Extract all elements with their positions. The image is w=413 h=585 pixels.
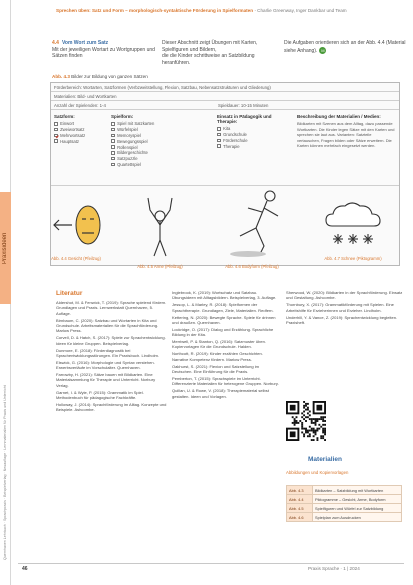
pictogram-label-snow: Abb. 4.7 Schnee (Piktogramm)	[324, 256, 382, 261]
form-row-focus: Förderbereich: Wortarten, Satzformen (Verbzweitstellung, Flexion, Satzbau, Nebensatzstrukturen und Gliederung)	[51, 83, 399, 92]
literature-entry: Farrowby, H. (2021): Sätze bauen mit Bildkarten. Eine Materialsammlung für Therapie und Unterricht. Norbury Verlag.	[56, 372, 156, 388]
checkbox-label: Grundschule	[223, 132, 247, 138]
literature-entry: Inglebrook, K. (2019): Wortschatz und Satzbau. Übungsideen mit Alltagsbildern. Beispielverlag, 3. Auflage.	[172, 290, 277, 301]
form-divider	[51, 185, 399, 186]
literature-entry: Jessop, L. & Marley, R. (2018): Spielformen der Sprachtherapie. Grundlagen, Ziele, Materialien. Redfern.	[172, 302, 274, 313]
literature-heading: Literatur	[56, 290, 83, 297]
literature-entry: Thornbury, X. (2017): Grammatikförderung mit Spielen. Eine Arbeitshilfe für Erzieherinnen und Erzieher. Lindholm.	[286, 302, 394, 313]
figure-caption-label: Abb. 4.3	[52, 74, 70, 79]
figure-caption	[52, 74, 148, 79]
materials-heading: Materialien	[308, 456, 342, 463]
checkbox-label: Förderschule	[223, 137, 248, 143]
pictogram-label-face: Abb. 4.4 Gesicht (Pfeilzug)	[51, 256, 101, 261]
literature-entry: Kettering, N. (2020): Bewegte Sprache. Spiele für drinnen und draußen. Quernhaven.	[172, 314, 276, 325]
checkbox-label: Bildergeschichte	[117, 150, 148, 156]
form-row-materials: Materialien: Bild- und Wortkarten	[51, 92, 399, 101]
materials-row	[287, 486, 402, 495]
section-title: Vom Wort zum Satz	[61, 40, 109, 46]
form-players: Anzahl der Spielenden: 1-4	[54, 102, 106, 108]
running-head-authors: Charlie Greenway, Inger Dankbar und Team	[257, 8, 347, 13]
materials-row-value: Bildkarten – Satzbildung mit Wortkarten	[313, 486, 402, 495]
literature-entry: Birnbaum, C. (2020): Satzbau und Wortarten in Kita und Grundschule. Arbeitsmaterialien für die Sprachförderung. Marlow Press.	[56, 317, 159, 334]
checkbox-empty-icon[interactable]	[111, 145, 115, 149]
arms-pictogram-icon	[140, 192, 180, 260]
running-head: Sprechen üben: Satz und Form – morphologisch-syntaktische Förderung in Spielformaten · Charlie Greenway, Inger Dankbar und Team	[56, 8, 347, 13]
col-spielform-head: Spielform:	[111, 114, 134, 119]
qr-code-icon[interactable]	[286, 401, 326, 441]
materials-subtitle: Abbildungen und Kopiervorlagen	[286, 470, 349, 475]
checkbox-empty-icon[interactable]	[111, 122, 115, 126]
checkbox-checked-icon[interactable]	[54, 134, 58, 138]
checkbox-label: Satzpuzzle	[117, 156, 138, 162]
form-col-satzform	[54, 114, 106, 144]
section-number: 4.4	[52, 40, 59, 46]
checkbox-label: Kita	[223, 126, 231, 132]
literature-entry: Garnet, I. & Wyle, P. (2015): Grammatik im Spiel. Methodenbuch für pädagogische Fachkräfte.	[56, 389, 144, 401]
col-einsatz-list	[217, 126, 289, 149]
section-tab[interactable]	[0, 192, 11, 304]
checkbox-label: Zweiwortsatz	[60, 127, 85, 133]
checkbox-empty-icon[interactable]	[111, 157, 115, 161]
checkbox-empty-icon[interactable]	[217, 127, 221, 131]
intro-right	[284, 40, 406, 54]
literature-entry: Northcott, R. (2019): Kinder erzählen Geschichten. Narrative Kompetenz fördern. Marlow Press.	[172, 351, 263, 362]
col-beschreibung-head: Beschreibung der Materialien / Medien:	[297, 114, 381, 119]
checkbox-label: Therapie	[223, 143, 240, 149]
checkbox-label: Würfelspiel	[117, 127, 138, 133]
checkbox-empty-icon[interactable]	[217, 139, 221, 143]
literature-entry: Corvell, D. & Hatch, S. (2017): Spiele zur Sprachentwicklung. Ideen für kleine Gruppen. Beispielverlag.	[56, 335, 166, 346]
literature-column-3	[286, 290, 404, 398]
material-badge-icon[interactable]: M	[321, 47, 325, 53]
literature-entry: Underhill, Y. & Vance, Z. (2019): Sprachentwicklung begleiten. Praxisheft.	[286, 314, 398, 325]
section-tab-label: Praxisideen	[2, 232, 8, 264]
checkbox-empty-icon[interactable]	[111, 134, 115, 138]
literature-entry: Oakhurst, S. (2021): Flexion und Satzstellung im Deutschen. Eine Einführung für die Praxis.	[172, 363, 260, 375]
literature-column-2	[172, 290, 280, 562]
checkbox-label: Einwort	[60, 121, 75, 127]
intro-middle-line2: die die Kinder schrittweise an Satzbildung heranführen.	[162, 53, 255, 66]
materials-table	[286, 485, 402, 522]
intro-left-text: Mit der jeweiligen Wortart zu Wortgruppen und Sätzen finden	[52, 46, 155, 60]
materials-row	[287, 495, 402, 504]
col-satzform-head: Satzform:	[54, 114, 75, 119]
checkbox-empty-icon[interactable]	[111, 163, 115, 167]
form-col-spielform	[111, 114, 175, 167]
form-col-beschreibung	[297, 114, 397, 149]
footer-rule	[18, 563, 404, 564]
materials-row-key: Abb. 4.4	[287, 495, 313, 504]
materials-row-key: Abb. 4.3	[287, 486, 313, 495]
col-spielform-list	[111, 121, 175, 167]
checkbox-empty-icon[interactable]	[111, 139, 115, 143]
col-einsatz-head: Einsatz in Pädagogik und Therapie:	[217, 114, 272, 124]
intro-right-line2: siehe Anhang).	[284, 47, 318, 54]
checkbox-empty-icon[interactable]	[111, 128, 115, 132]
col-satzform-list	[54, 121, 106, 144]
figure-caption-text: Bilder zur Bildung von ganzen Sätzen	[71, 74, 148, 79]
literature-entry: Lockridge, O. (2017): Dialog und Erzählung. Sprachliche Bildung in der Kita.	[172, 326, 274, 338]
checkbox-label: Hauptsatz	[60, 138, 79, 144]
checkbox-option[interactable]	[54, 138, 106, 144]
form-row-players	[51, 101, 399, 110]
checkbox-label: Quartettspiel	[117, 161, 141, 167]
checkbox-empty-icon[interactable]	[54, 128, 58, 132]
publication-info: Praxis Sprache · 1 | 2024	[308, 566, 360, 571]
literature-column-1	[56, 300, 168, 562]
running-head-series: Sprechen üben: Satz und Form – morphologisch-syntaktische Förderung in Spielformaten	[56, 8, 254, 13]
face-pictogram-icon	[52, 195, 112, 255]
literature-entry: Holloway, J. (2014): Sprachförderung im Alltag. Konzepte und Beispiele. Ashcombe.	[56, 402, 167, 413]
checkbox-label: Bewegungsspiel	[117, 138, 148, 144]
checkbox-empty-icon[interactable]	[54, 139, 58, 143]
checkbox-empty-icon[interactable]	[54, 122, 58, 126]
checkbox-option[interactable]	[217, 143, 289, 149]
checkbox-label: Spiel mit Satzkarten	[117, 121, 155, 127]
materials-row-key: Abb. 4.6	[287, 513, 313, 522]
intro-right-line1: Die Aufgaben orientieren sich an der Abb. 4.4 (Material	[284, 40, 406, 46]
literature-entry: Aldershot, M. & Fenwick, T. (2019): Sprache spielend fördern. Grundlagen und Praxis. Lernwerkstatt Quernhaven, 5. Auflage.	[56, 300, 167, 316]
literature-entry: Dunmore, E. (2018): Förderdiagnostik bei Sprachentwicklungsstörungen. Ein Praxisbuch. Lindholm.	[56, 347, 160, 358]
checkbox-label: Memoryspiel	[117, 132, 141, 138]
literature-entry: Quillan, U. & Rowe, V. (2018): Therapiematerial selbst gestalten. Ideen und Vorlagen.	[172, 388, 269, 399]
pictogram-label-bodyform: Abb. 4.6 Bodyform (Pfeilzug)	[225, 264, 279, 269]
form-col-einsatz	[217, 114, 289, 149]
materials-row	[287, 513, 402, 522]
intro-middle	[162, 40, 280, 66]
materials-row-value: Piktogramme – Gesicht, Arme, Bodyform	[313, 495, 402, 504]
checkbox-empty-icon[interactable]	[217, 133, 221, 137]
intro-middle-line1: Dieser Abschnitt zeigt Übungen mit Karten, Spielfiguren und Bildern,	[162, 40, 258, 53]
checkbox-option[interactable]	[111, 162, 175, 168]
materials-row-value: Spielplan zum Ausdrucken	[313, 513, 402, 522]
margin-running-text: Quernhaven Lehrbuch · Sprachpraxis · Beispielverlag · Neuauflage · Lernmaterialien für Praxis und Unterricht	[3, 385, 7, 560]
checkbox-label: Rollenspiel	[117, 144, 138, 150]
materials-row-value: Spielfiguren und Würfel zur Satzbildung	[313, 504, 402, 513]
literature-entry: Merriwell, P. & Stanton, Q. (2016): Satzmuster üben. Kopiervorlagen für die Grundschule. Halden.	[172, 339, 266, 350]
bodyform-pictogram-icon	[226, 188, 284, 260]
checkbox-empty-icon[interactable]	[217, 144, 221, 148]
literature-entry: Pemberton, T. (2015): Sprachspiele im Unterricht. Differenzierte Materialien für heterogene Gruppen. Norbury.	[172, 375, 279, 387]
literature-entry: Elswick, G. (2016): Morphologie und Syntax verstehen. Erwerbsverläufe im Vorschulalter. Quernhaven.	[56, 359, 155, 371]
checkbox-empty-icon[interactable]	[111, 151, 115, 155]
materials-row-key: Abb. 4.5	[287, 504, 313, 513]
checkbox-label: Mehrwortsatz	[60, 132, 86, 138]
intro-left	[52, 40, 158, 60]
literature-entry: Sherwood, W. (2020): Bildkarten in der Sprachförderung. Einsatz und Gestaltung. Ashcombe.	[286, 290, 403, 301]
form-duration: Spieldauer: 10-15 Minuten	[218, 102, 269, 108]
pictogram-label-arms: Abb. 4.5 Arme (Pfeilzug)	[137, 264, 183, 269]
materials-row	[287, 504, 402, 513]
page-number: 46	[22, 566, 28, 572]
col-beschreibung-text: Bildkarten mit Szenen aus dem Alltag, dazu passende Wortkarten. Die Kinder legen Sätze mit den Karten und sprechen sie laut aus. Varianten: Satzteile vertauschen, Fragen bilden oder Sätze erweitern. Die Karten können mehrfach eingesetzt werden.	[297, 121, 395, 148]
snow-cloud-pictogram-icon	[322, 200, 384, 252]
